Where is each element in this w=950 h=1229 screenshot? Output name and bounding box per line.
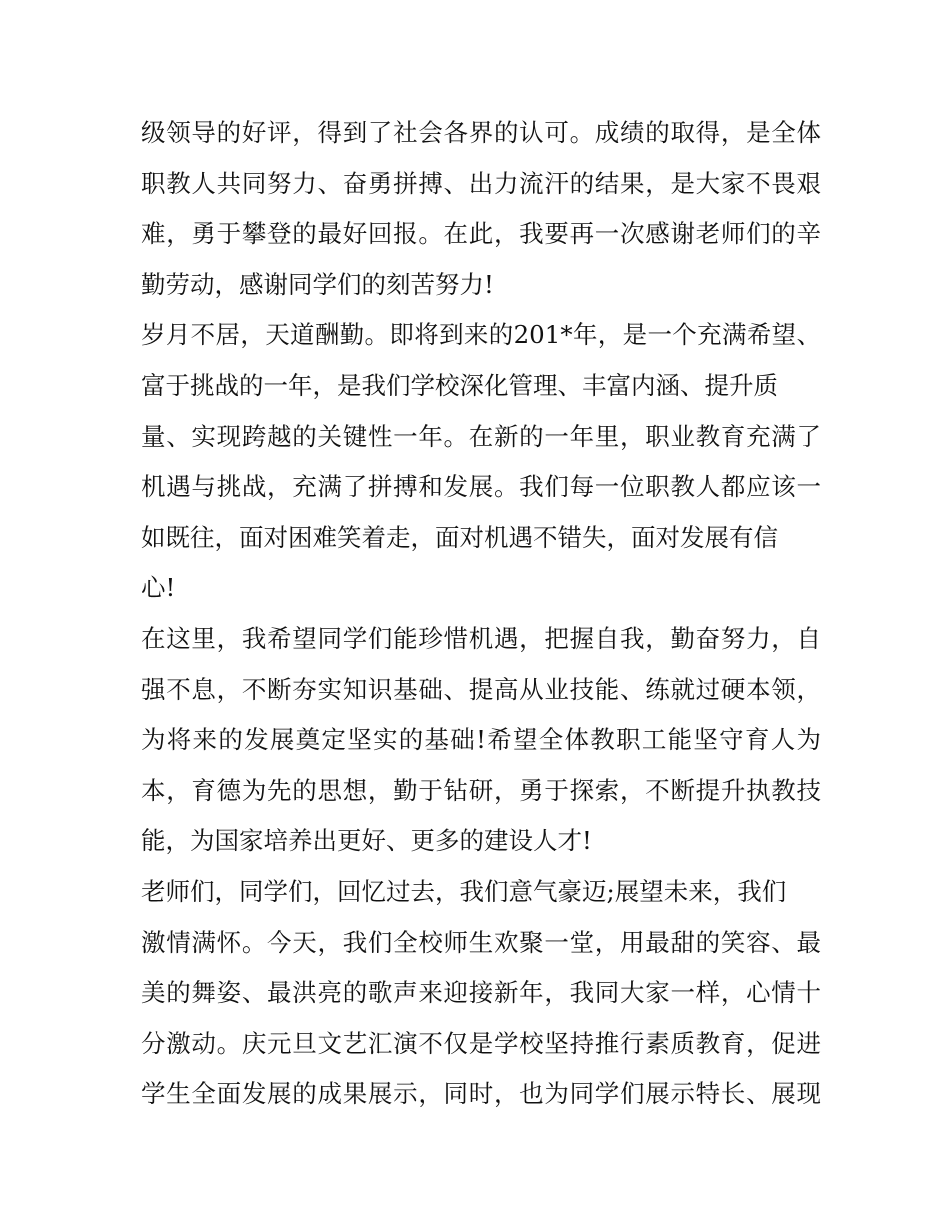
text-line: 勤劳动，感谢同学们的刻苦努力!: [141, 269, 494, 299]
text-line: 激情满怀。今天，我们全校师生欢聚一堂，用最甜的笑容、最: [141, 927, 821, 957]
text-line: 学生全面发展的成果展示，同时，也为同学们展示特长、展现: [141, 1079, 821, 1109]
text-line: 难，勇于攀登的最好回报。在此，我要再一次感谢老师们的辛: [141, 219, 821, 249]
document-body: [141, 108, 821, 1120]
text-line: 老师们，同学们，回忆过去，我们意气豪迈;展望未来，我们: [141, 876, 787, 906]
text-line: 机遇与挑战，充满了拼搏和发展。我们每一位职教人都应该一: [141, 472, 821, 502]
text-line: 富于挑战的一年，是我们学校深化管理、丰富内涵、提升质: [141, 370, 778, 400]
text-line: 岁月不居，天道酬勤。即将到来的201*年，是一个充满希望、: [141, 320, 821, 350]
text-line: 能，为国家培养出更好、更多的建设人才!: [141, 826, 592, 856]
text-line: 级领导的好评，得到了社会各界的认可。成绩的取得，是全体: [141, 118, 821, 147]
text-line: 如既往，面对困难笑着走，面对机遇不错失，面对发展有信: [141, 522, 778, 552]
text-line: 心!: [141, 573, 176, 603]
text-line: 在这里，我希望同学们能珍惜机遇，把握自我，勤奋努力，自: [141, 623, 821, 653]
text-line: 本，育德为先的思想，勤于钻研，勇于探索，不断提升执教技: [141, 775, 821, 805]
text-line: 美的舞姿、最洪亮的歌声来迎接新年，我同大家一样，心情十: [141, 978, 821, 1008]
text-line: 量、实现跨越的关键性一年。在新的一年里，职业教育充满了: [141, 421, 821, 451]
text-line: 为将来的发展奠定坚实的基础!希望全体教职工能坚守育人为: [141, 725, 821, 755]
text-line: 强不息，不断夯实知识基础、提高从业技能、练就过硬本领，: [141, 674, 821, 704]
text-line: 分激动。庆元旦文艺汇演不仅是学校坚持推行素质教育，促进: [141, 1028, 821, 1058]
text-line: 职教人共同努力、奋勇拼搏、出力流汗的结果，是大家不畏艰: [141, 168, 821, 198]
